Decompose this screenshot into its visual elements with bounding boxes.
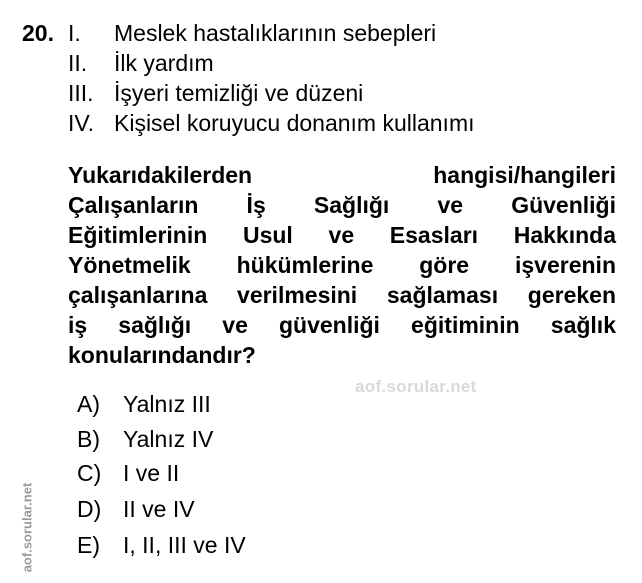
- statement-3-roman: III.: [68, 80, 94, 106]
- option-a-letter: A): [77, 391, 100, 417]
- statement-2: [68, 48, 214, 78]
- option-d[interactable]: [77, 494, 195, 524]
- option-c-letter: C): [77, 460, 102, 486]
- watermark: aof.sorular.net: [355, 377, 477, 396]
- question-text-line: çalışanlarına verilmesini sağlaması gereken: [68, 282, 616, 308]
- option-e-letter: E): [77, 532, 100, 558]
- option-e-text: I, II, III ve IV: [123, 532, 246, 558]
- statement-2-roman: II.: [68, 50, 88, 76]
- question-text-line: Yukarıdakilerden hangisi/hangileri: [68, 162, 616, 188]
- question-text-line: Eğitimlerinin Usul ve Esasları Hakkında: [68, 222, 616, 248]
- statement-1: [68, 18, 436, 48]
- option-a[interactable]: [77, 389, 211, 419]
- option-a-text: Yalnız III: [123, 391, 211, 417]
- option-c[interactable]: [77, 458, 179, 488]
- question-text-line: Çalışanların İş Sağlığı ve Güvenliği: [68, 192, 616, 218]
- option-e[interactable]: [77, 530, 246, 560]
- statement-4-roman: IV.: [68, 110, 95, 136]
- question-text-line: konularındandır?: [68, 342, 256, 368]
- option-b-text: Yalnız IV: [123, 426, 214, 452]
- option-b-letter: B): [77, 426, 100, 452]
- option-c-text: I ve II: [123, 460, 180, 486]
- option-d-text: II ve IV: [123, 496, 195, 522]
- statement-3: [68, 78, 363, 108]
- statement-1-text: Meslek hastalıklarının sebepleri: [114, 20, 437, 46]
- option-d-letter: D): [77, 496, 102, 522]
- side-watermark: aof.sorular.net: [19, 482, 35, 573]
- statement-4-text: Kişisel koruyucu donanım kullanımı: [114, 110, 475, 136]
- statement-4: [68, 108, 475, 138]
- statement-1-roman: I.: [68, 20, 81, 46]
- statement-2-text: İlk yardım: [114, 50, 214, 76]
- question-text: [68, 160, 616, 370]
- question-number: 20.: [22, 20, 54, 46]
- statement-3-text: İşyeri temizliği ve düzeni: [114, 80, 364, 106]
- question-text-line: Yönetmelik hükümlerine göre işverenin: [68, 252, 616, 278]
- question-text-line: iş sağlığı ve güvenliği eğitiminin sağlık: [68, 312, 616, 338]
- option-b[interactable]: [77, 424, 213, 454]
